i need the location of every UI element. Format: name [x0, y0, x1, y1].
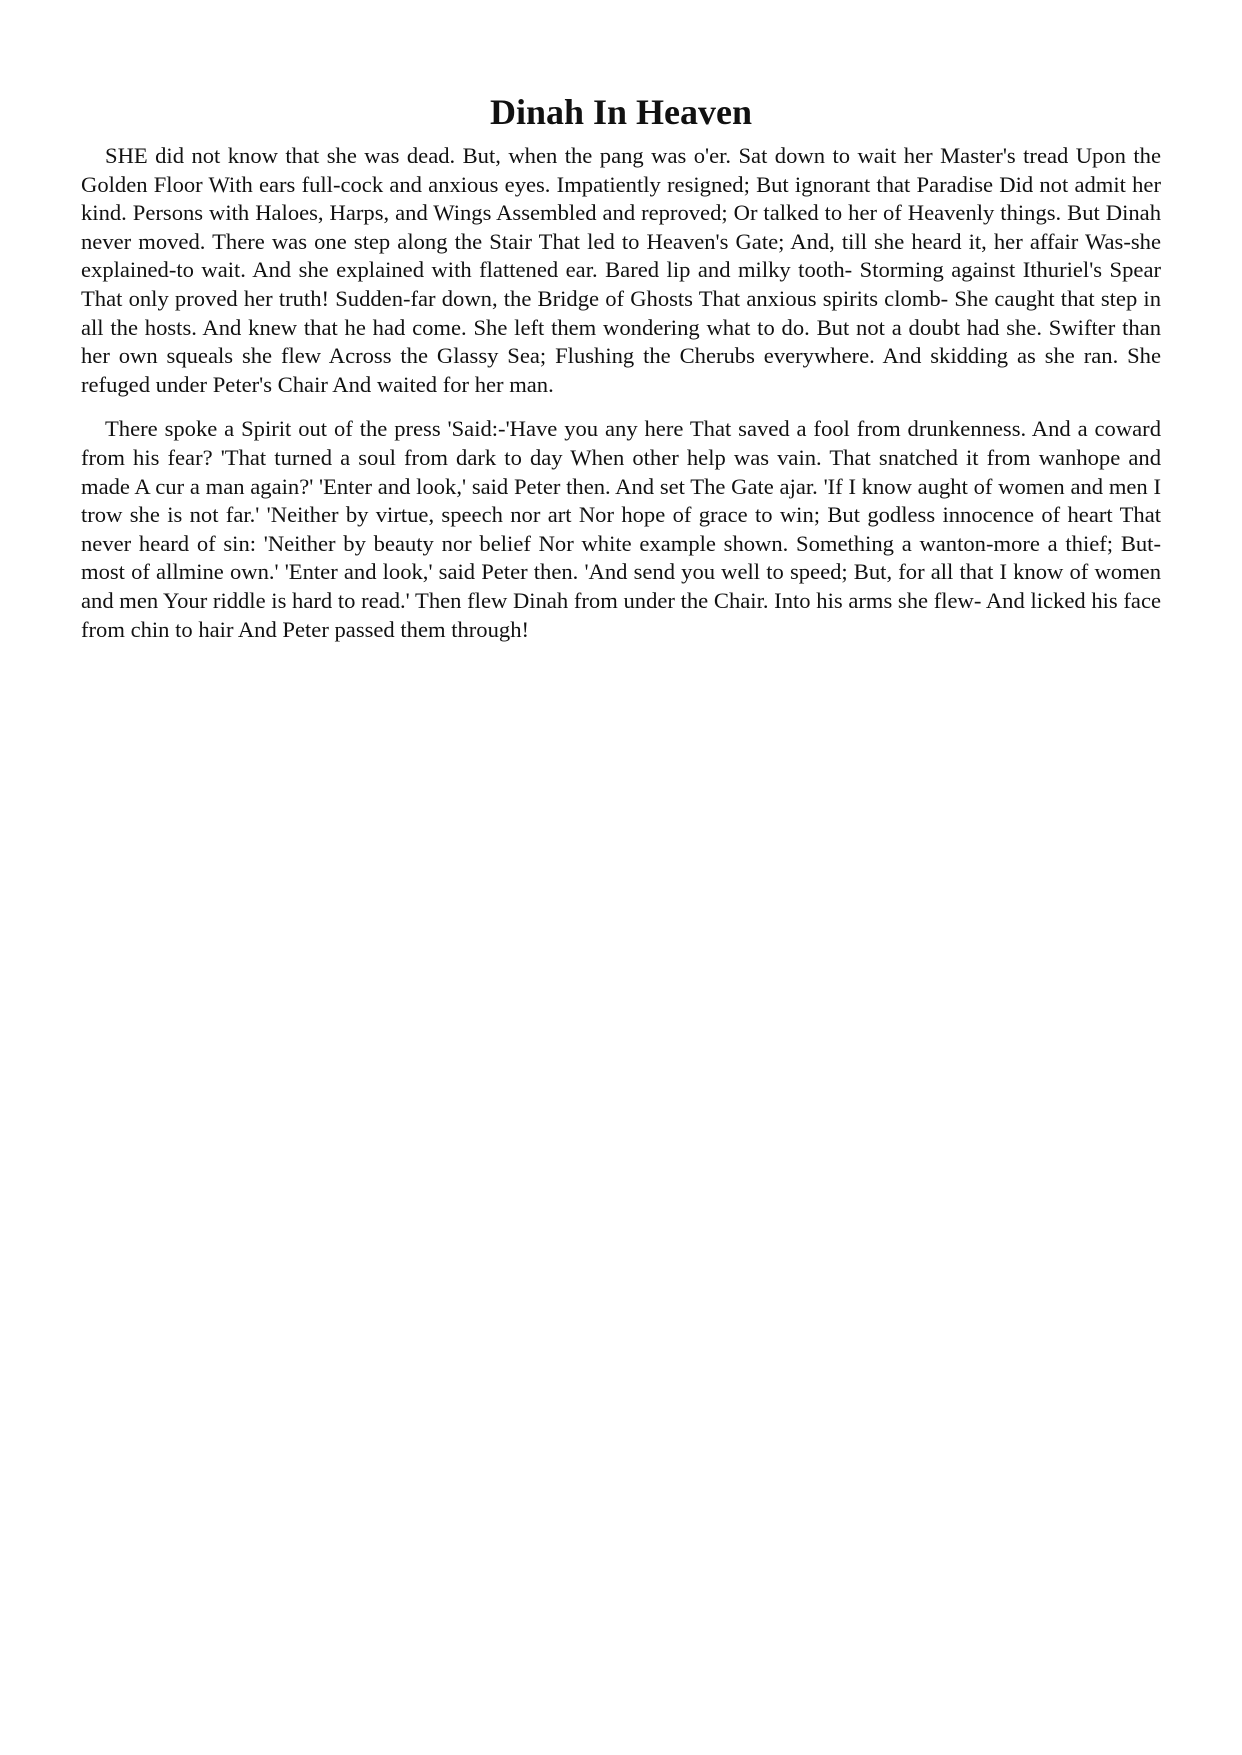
page-title: Dinah In Heaven	[489, 92, 753, 132]
document-page	[81, 86, 1161, 644]
paragraph-2: There spoke a Spirit out of the press 'Said:-'Have you any here That saved a fool from drunkenness. And a coward from his fear? 'That turned a soul from dark to day When other help was vain. That snatched it from wanhope and made A cur a man again?' 'Enter and look,' said Peter then. And set The Gate ajar. 'If I know aught of women and men I trow she is not far.' 'Neither by virtue, speech nor art Nor hope of grace to win; But godless innocence of heart That never heard of sin: 'Neither by beauty nor belief Nor white example shown. Something a wanton-more a thief; But-most of allmine own.' 'Enter and look,' said Peter then. 'And send you well to speed; But, for all that I know of women and men Your riddle is hard to read.' Then flew Dinah from under the Chair. Into his arms she flew- And licked his face from chin to hair And Peter passed them through!	[81, 416, 1161, 642]
paragraph-1: SHE did not know that she was dead. But, when the pang was o'er. Sat down to wait her Master's tread Upon the Golden Floor With ears full-cock and anxious eyes. Impatiently resigned; But ignorant that Paradise Did not admit her kind. Persons with Haloes, Harps, and Wings Assembled and reproved; Or talked to her of Heavenly things. But Dinah never moved. There was one step along the Stair That led to Heaven's Gate; And, till she heard it, her affair Was-she explained-to wait. And she explained with flattened ear. Bared lip and milky tooth- Storming against Ithuriel's Spear That only proved her truth! Sudden-far down, the Bridge of Ghosts That anxious spirits clomb- She caught that step in all the hosts. And knew that he had come. She left them wondering what to do. But not a doubt had she. Swifter than her own squeals she flew Across the Glassy Sea; Flushing the Cherubs everywhere. And skidding as she ran. She refuged under Peter's Chair And waited for her man.	[81, 143, 1161, 397]
